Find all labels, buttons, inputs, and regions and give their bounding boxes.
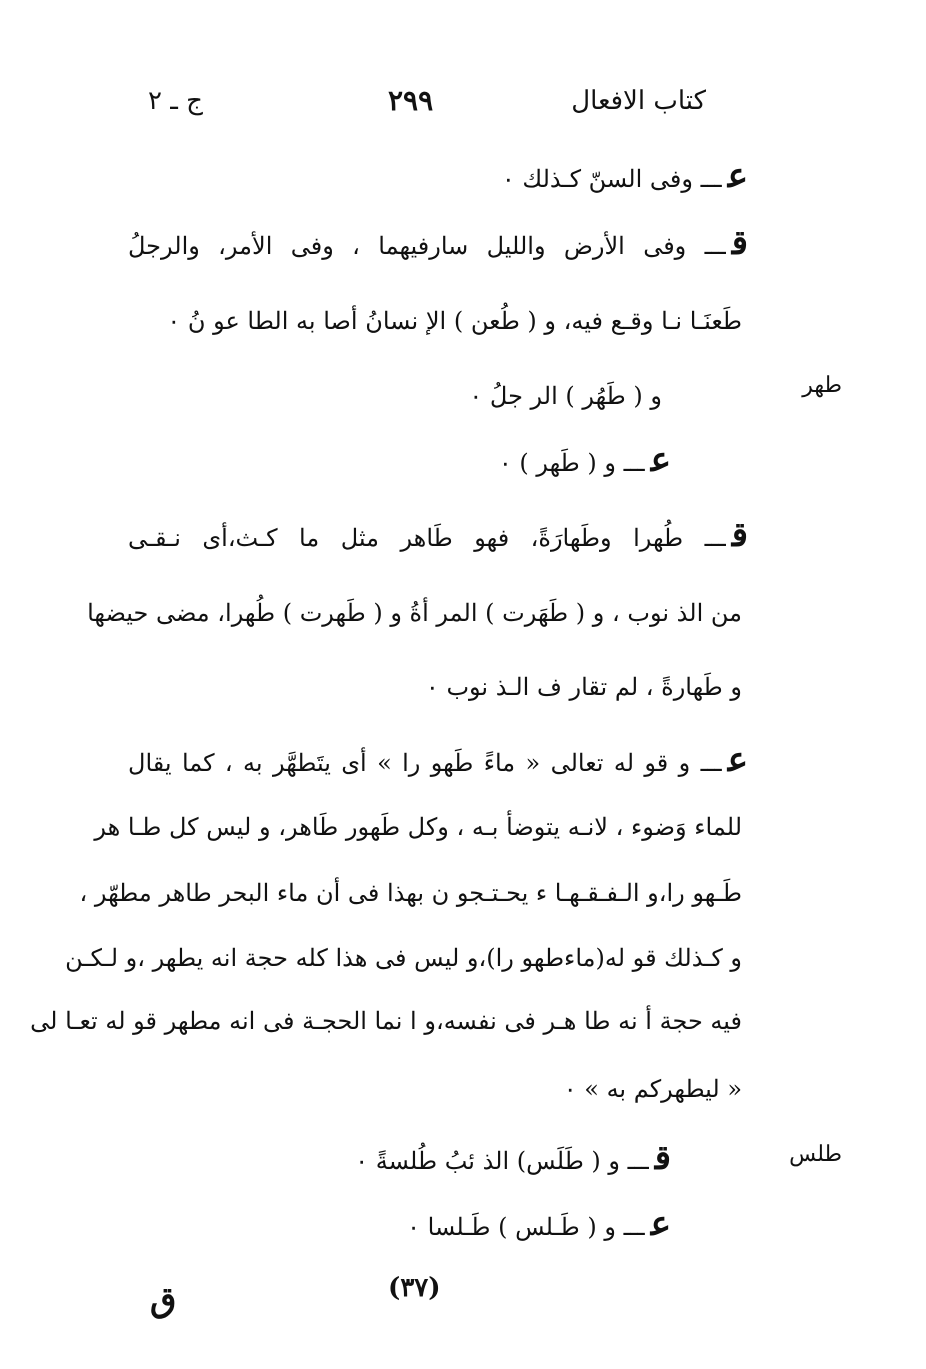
text-line: [94, 804, 748, 847]
line-text: و ( طَهُر ) الر جلُ ٠: [469, 382, 662, 410]
text-line: [65, 935, 748, 978]
line-text: ـــ وفى الأرض والليل سارفيهما ، وفى الأمر، والرجلُ: [128, 232, 726, 260]
part-label: ج ـ ٢: [148, 86, 203, 116]
line-text: و كـذلك قو له(ماءطهو را)،و ليس فى هذا كله حجة انه يطهر ،و لـكـن: [65, 944, 742, 972]
line-text: ـــ و ( طَلَس) الذ ئبُ طُلسةً ٠: [355, 1147, 649, 1175]
page-header: [0, 86, 926, 136]
text-line: [128, 298, 748, 341]
line-text: للماء وَضوء ، لانـه يتوضأ بـه ، وكل طَهور طَاهر، و ليس كل طـا هر: [94, 813, 742, 841]
line-text: ـــ طُهرا وطَهارَةً، فهو طَاهر مثل ما كـث،أى نـقـى: [128, 524, 726, 552]
page-number: ٢٩٩: [388, 84, 434, 117]
text-line: [128, 515, 748, 558]
text-line: [79, 870, 748, 913]
text-line: [128, 664, 748, 707]
text-line: [30, 998, 748, 1041]
line-text: ـــ و ( طَهر ) ٠: [498, 449, 645, 477]
line-text: طَـهو را،و الـفـقـهـا ء يحـتـجو ن بهذا فى أن ماء البحر طاهر مطهّر ،: [79, 879, 742, 907]
line-text: ـــ وفى السنّ كـذلك ٠: [501, 165, 722, 193]
line-text: من الذ نوب ، و ( طَهَرت ) المر أةُ و ( طَهرت ) طُهرا، مضى حيضها: [87, 599, 742, 627]
text-line: [128, 223, 748, 266]
line-text: فيه حجة أ نه طا هـر فى نفسه،و ا نما الحجـة فى انه مطهر قو له تعـا لى: [30, 1007, 742, 1035]
line-text: ـــ و قو له تعالى « ماءً طَهو را » أى يتَطهَّر به ، كما يقال: [128, 749, 722, 777]
line-text: و طَهارةً ، لم تقار ف الـذ نوب ٠: [425, 673, 742, 701]
text-line: [87, 590, 748, 633]
source-marker: ع: [727, 156, 748, 196]
line-text: طَعنَـا نـا وقـع فيه، و ( طُعن ) الإ نسانُ أصا به الطا عو نُ ٠: [167, 307, 742, 335]
book-title: كتاب الافعال: [571, 86, 706, 116]
text-line: [128, 740, 748, 783]
source-marker: ق: [654, 1138, 671, 1178]
margin-entry-tahur: طهر: [802, 373, 842, 398]
text-line: [128, 1066, 748, 1109]
source-marker: ع: [650, 1204, 671, 1244]
text-line: [51, 1204, 671, 1247]
line-text: ـــ و ( طَـلس ) طَـلسا ٠: [407, 1213, 645, 1241]
source-marker: ع: [727, 740, 748, 780]
text-line: [48, 373, 668, 416]
text-line: [51, 440, 671, 483]
source-marker: ع: [650, 440, 671, 480]
signature-mark: (٣٧): [388, 1273, 441, 1303]
line-text: « ليطهركم به » ٠: [563, 1075, 742, 1103]
text-line: [128, 156, 748, 199]
margin-entry-talas: طلس: [789, 1142, 842, 1167]
source-marker: ق: [731, 515, 748, 555]
source-marker: ق: [731, 223, 748, 263]
text-line: [51, 1138, 671, 1181]
catchword: ق: [150, 1280, 177, 1320]
